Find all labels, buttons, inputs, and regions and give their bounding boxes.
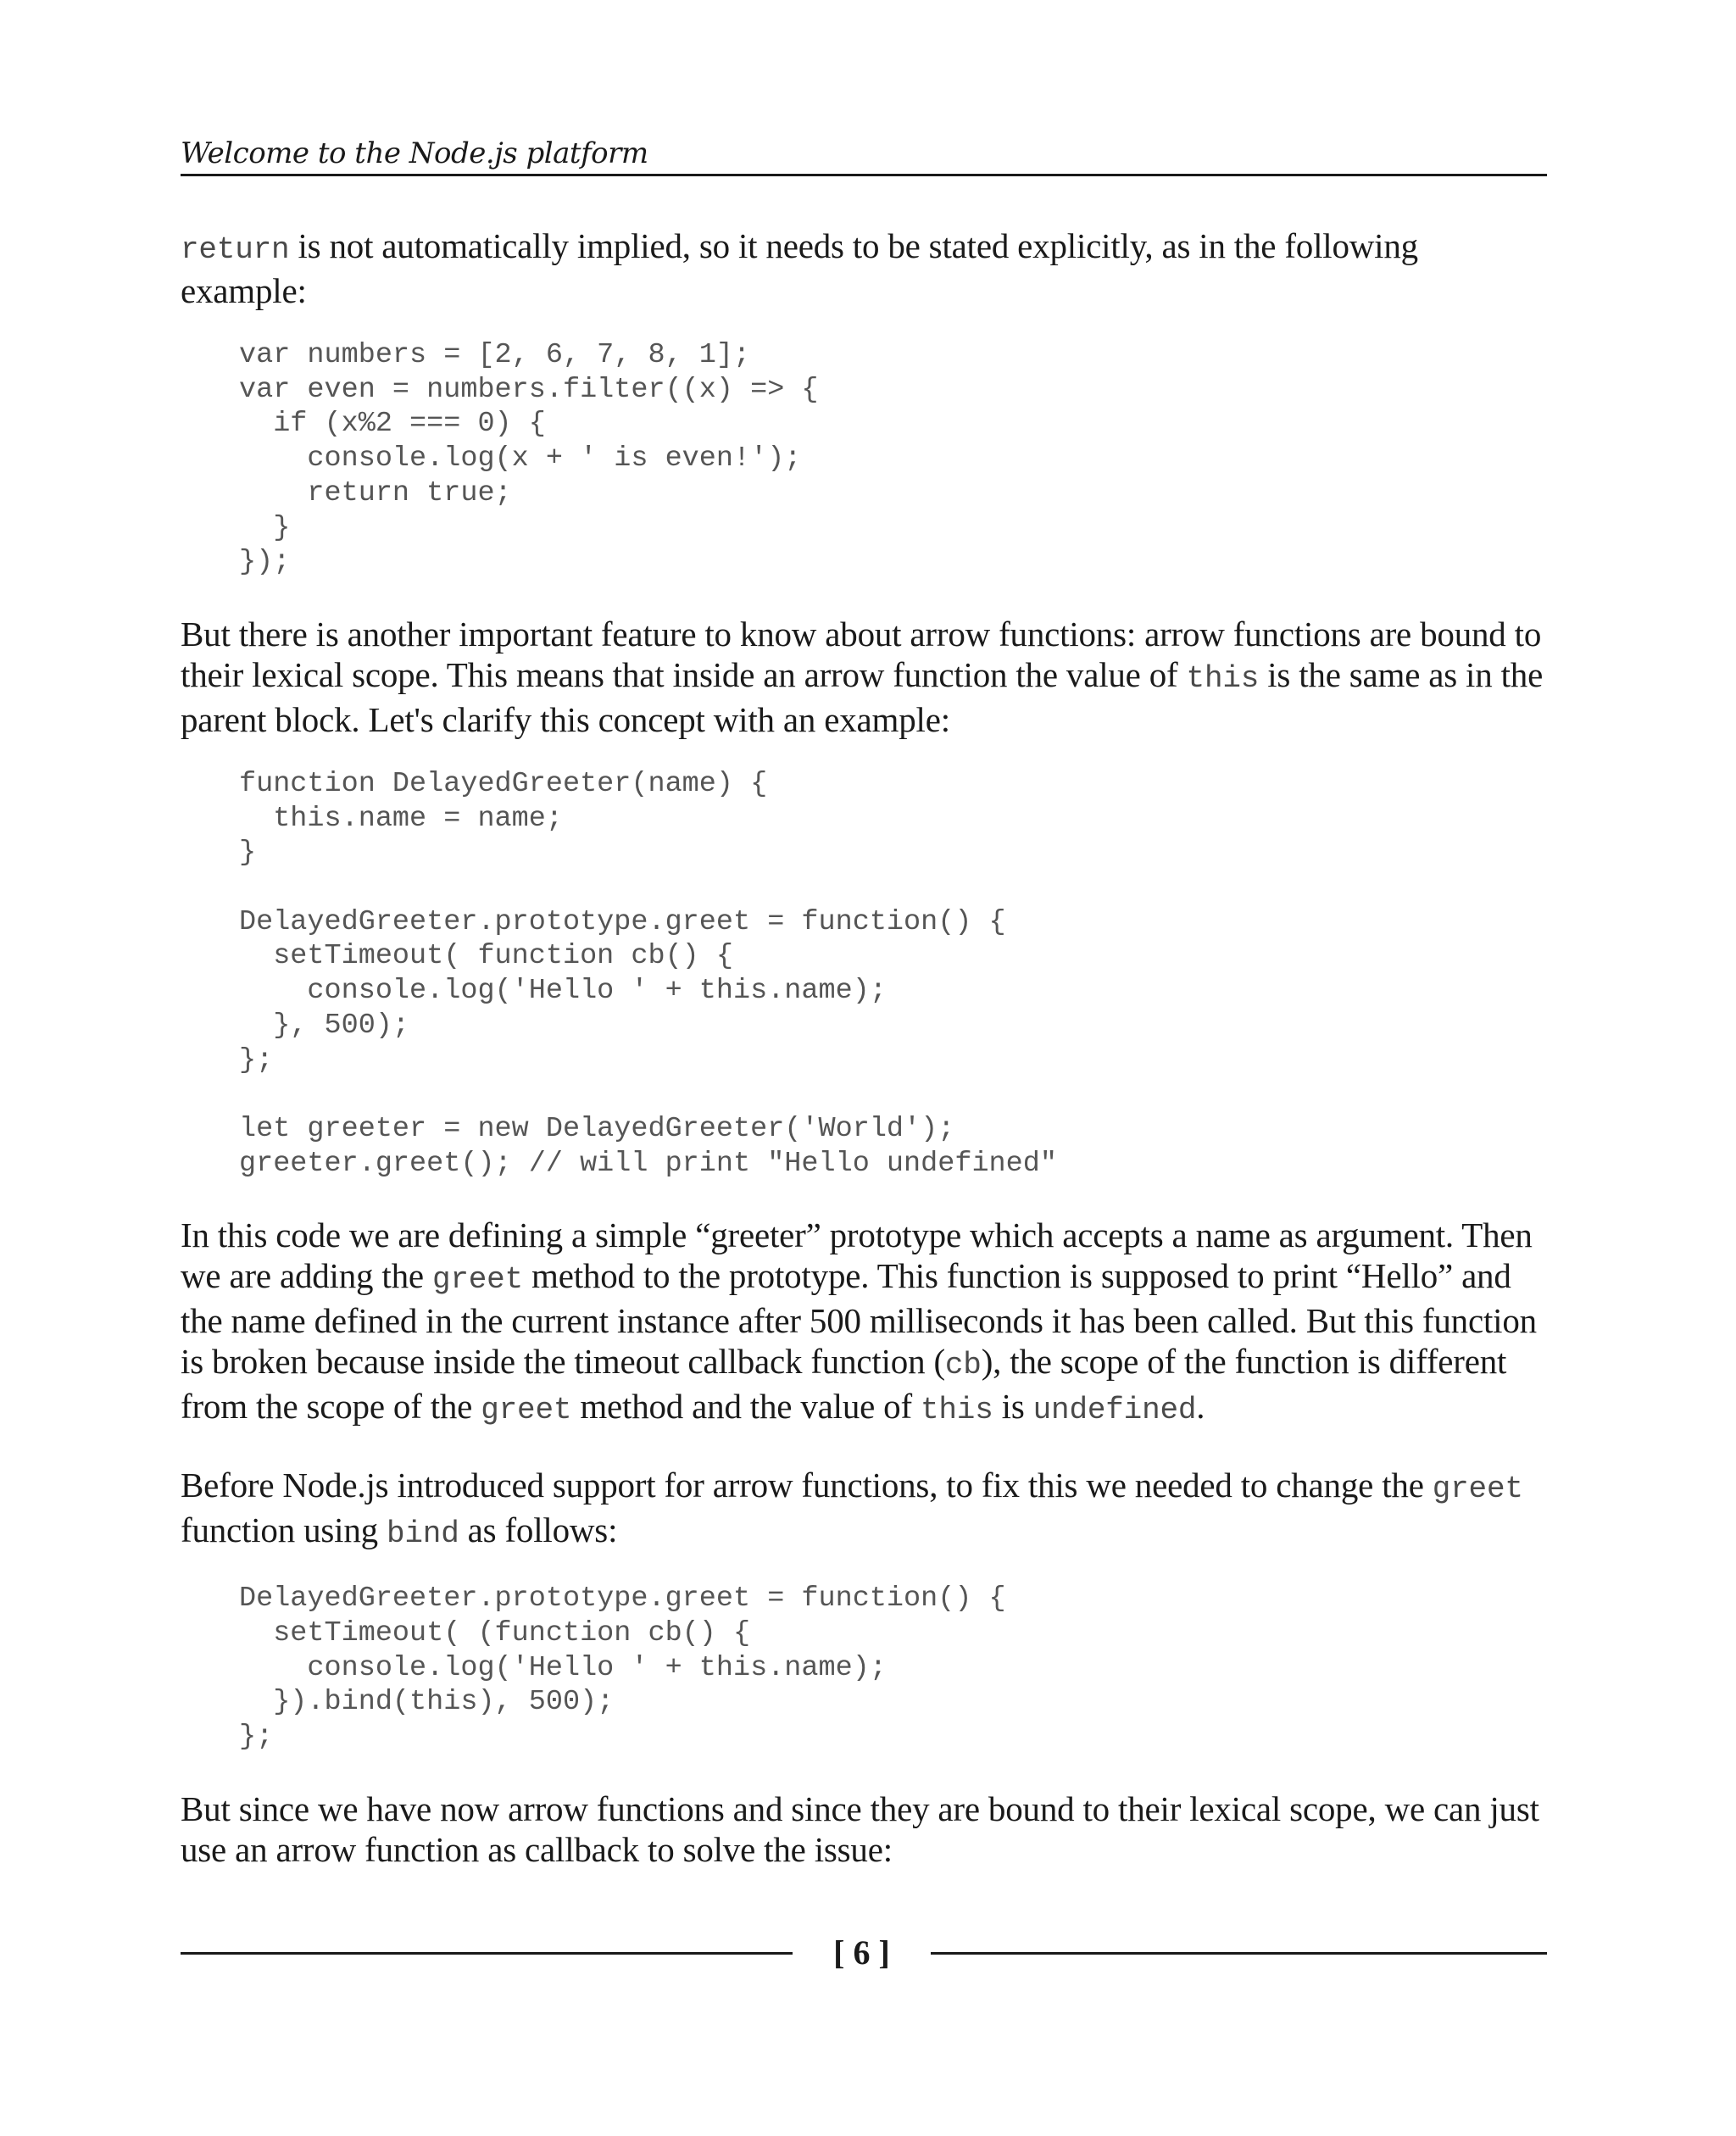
page-body: [181, 225, 1547, 1870]
book-page: [181, 0, 1547, 2136]
paragraph-bind-fix: [181, 1465, 1547, 1555]
code-block-delayed-greeter: function DelayedGreeter(name) { this.name = name; } DelayedGreeter.prototype.greet = function() { setTimeout( function cb() { console.log('Hello ' + this.name); }, 500); }; let greeter = new DelayedGreeter('World'); greeter.greet(); // will print "Hello undefined": [239, 767, 1057, 1180]
paragraph-arrow-solution: But since we have now arrow functions and since they are bound to their lexical scope, we can just use an arrow function as callback to solve the issue:: [181, 1788, 1539, 1869]
paragraph-text: as follows:: [459, 1510, 618, 1550]
code-block-bind-example: DelayedGreeter.prototype.greet = function() { setTimeout( (function cb() { console.log('Hello ' + this.name); }).bind(this), 500); };: [239, 1583, 1006, 1754]
page-number: [ 6 ]: [833, 1933, 890, 1972]
paragraph-text: ), the scope of the function is different from the scope of the: [181, 1342, 1507, 1427]
inline-code-this: this: [1186, 660, 1260, 696]
page-footer: [181, 1933, 1547, 1973]
running-header: Welcome to the Node.js platform: [181, 136, 648, 170]
paragraph-text: .: [1196, 1387, 1205, 1427]
paragraph-text: But there is another important feature to know about arrow functions: arrow functions are bound to their lexical scope. This means that inside an arrow function the value of: [181, 614, 1542, 694]
inline-code-bind: bind: [386, 1516, 459, 1552]
paragraph-text: is not automatically implied, so it needs to be stated explicitly, as in the following example:: [181, 226, 1418, 310]
inline-code-undefined: undefined: [1032, 1393, 1197, 1428]
paragraph-text: In this code we are defining a simple “greeter” prototype which accepts a name as argument. Then we are adding the: [181, 1215, 1533, 1296]
footer-rule-left: [181, 1952, 793, 1955]
paragraph-greeter-explanation: [181, 1215, 1547, 1431]
paragraph-text: is the same as in the parent block. Let's clarify this concept with an example:: [181, 654, 1544, 739]
header-rule: [181, 174, 1547, 176]
inline-code-greet: greet: [431, 1262, 523, 1298]
inline-code-this: this: [920, 1393, 993, 1428]
footer-rule-right: [931, 1952, 1547, 1955]
inline-code-greet: greet: [1432, 1471, 1523, 1507]
code-block-filter-example: var numbers = [2, 6, 7, 8, 1]; var even = numbers.filter((x) => { if (x%2 === 0) { console.log(x + ' is even!'); return true; } });: [239, 339, 819, 579]
paragraph-text: function using: [181, 1510, 387, 1550]
inline-code-greet: greet: [481, 1393, 572, 1428]
inline-code-return: return: [181, 232, 290, 267]
inline-code-cb: cb: [944, 1348, 982, 1383]
paragraph-text: method and the value of: [571, 1387, 921, 1427]
paragraph-lexical-scope: [181, 614, 1547, 740]
paragraph-return-note: [181, 225, 1547, 311]
paragraph-text: is: [993, 1387, 1033, 1427]
paragraph-text: Before Node.js introduced support for arrow functions, to fix this we needed to change the: [181, 1466, 1433, 1505]
paragraph-text: method to the prototype. This function is supposed to print “Hello” and the name defined in the current instance after 500 milliseconds it has been called. But this function is broken because inside the timeout callback function (: [181, 1256, 1537, 1382]
